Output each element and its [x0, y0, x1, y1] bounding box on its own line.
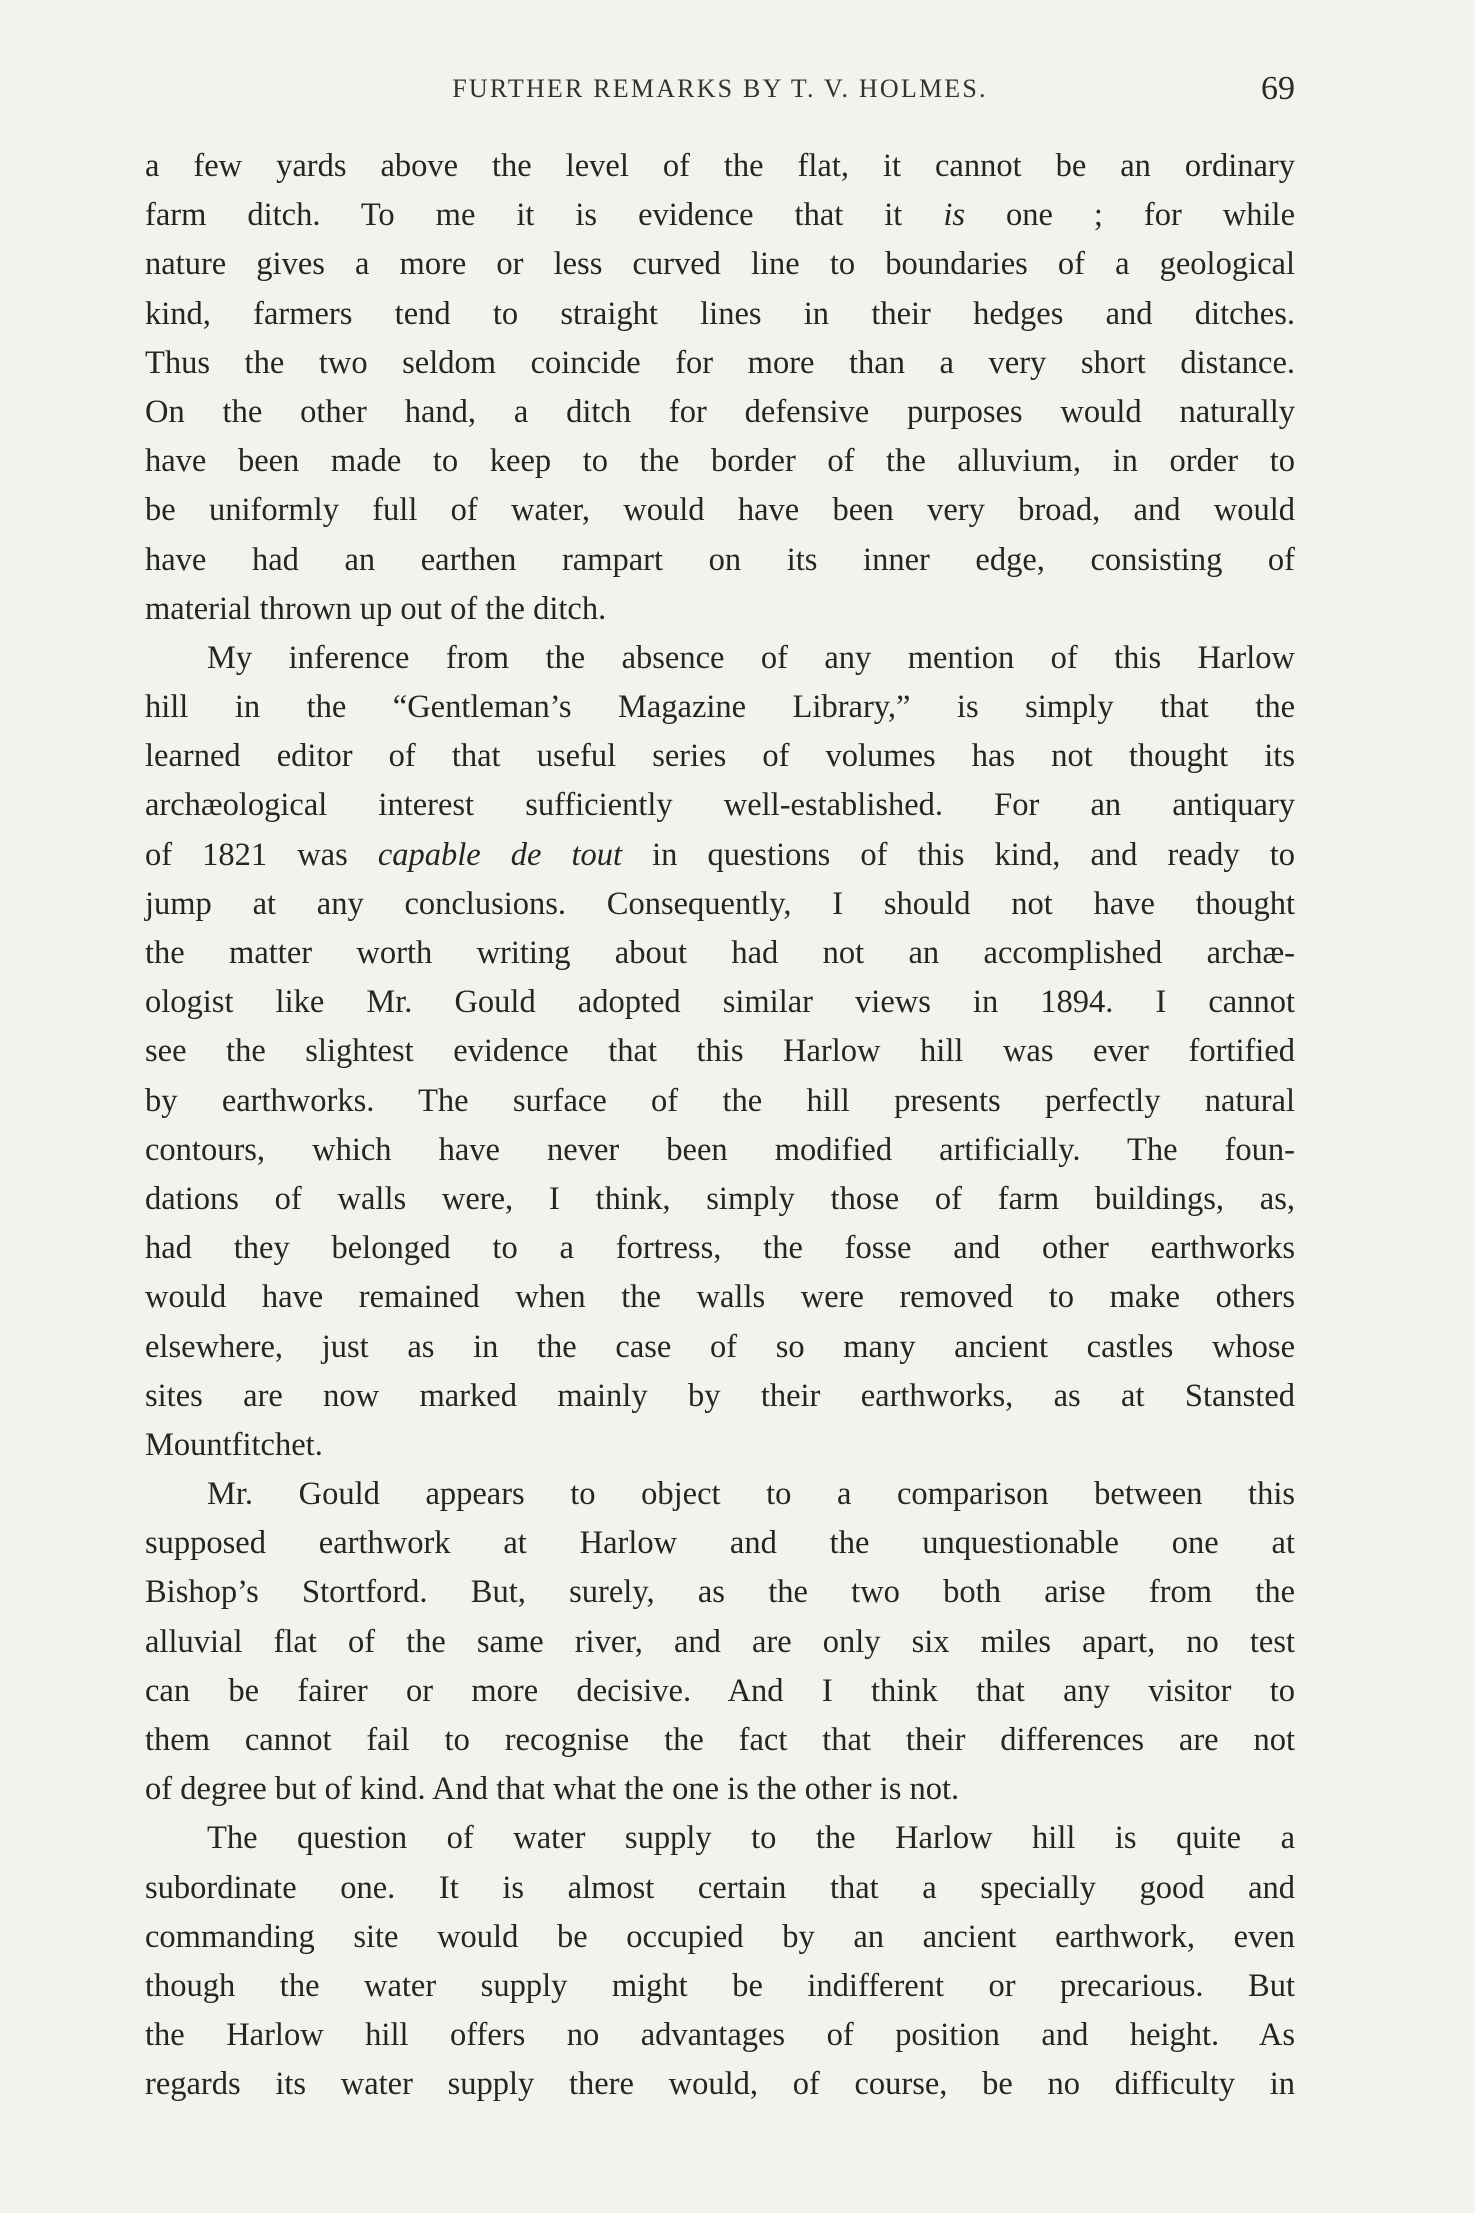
text-line: subordinate one. It is almost certain that a specially good and — [145, 1869, 1295, 1906]
text-line — [145, 191, 1295, 240]
text-line: contours, which have never been modified artificially. The foun- — [145, 1131, 1295, 1168]
text-line: a few yards above the level of the flat, it cannot be an ordinary — [145, 148, 1295, 184]
text-line: would have remained when the walls were removed to make others — [145, 1279, 1295, 1316]
text-line: hill in the “Gentleman’s Magazine Library,” is simply that the — [145, 689, 1295, 726]
text-line: by earthworks. The surface of the hill presents perfectly natural — [145, 1082, 1295, 1119]
text-line: have had an earthen rampart on its inner edge, consisting of — [145, 541, 1295, 578]
text-run: of 1821 was — [145, 836, 378, 873]
text-run: in questions of this kind, and ready to — [622, 836, 1295, 873]
page-number: 69 — [1261, 70, 1295, 107]
text-line: My inference from the absence of any mention of this Harlow — [207, 639, 1295, 676]
text-line: see the slightest evidence that this Harlow hill was ever fortified — [145, 1033, 1295, 1070]
running-title: FURTHER REMARKS BY T. V. HOLMES. — [452, 74, 988, 103]
text-line: sites are now marked mainly by their earthworks, as at Stansted — [145, 1377, 1295, 1414]
page-header — [145, 70, 1295, 116]
text-line: Bishop’s Stortford. But, surely, as the two both arise from the — [145, 1574, 1295, 1611]
text-line: be uniformly full of water, would have been very broad, and would — [145, 492, 1295, 529]
italic-text: capable de tout — [377, 836, 623, 873]
text-line: them cannot fail to recognise the fact that their differences are not — [145, 1722, 1295, 1758]
paragraph — [145, 634, 1295, 1470]
text-run: one ; for while — [965, 197, 1296, 234]
text-line: Thus the two seldom coincide for more than a very short distance. — [145, 344, 1295, 381]
italic-text: is — [943, 197, 965, 234]
text-line: can be fairer or more decisive. And I think that any visitor to — [145, 1672, 1295, 1709]
body-text — [145, 142, 1295, 2110]
text-line: Mr. Gould appears to object to a comparison between this — [207, 1476, 1295, 1513]
text-line: the Harlow hill offers no advantages of position and height. As — [145, 2017, 1295, 2054]
text-line: ologist like Mr. Gould adopted similar views in 1894. I cannot — [145, 984, 1295, 1021]
text-line: jump at any conclusions. Consequently, I should not have thought — [145, 885, 1295, 922]
text-line: alluvial flat of the same river, and are only six miles apart, no test — [145, 1623, 1295, 1660]
text-line: supposed earthwork at Harlow and the unquestionable one at — [145, 1525, 1295, 1562]
text-line: The question of water supply to the Harlow hill is quite a — [207, 1820, 1295, 1857]
text-line: nature gives a more or less curved line to boundaries of a geological — [145, 246, 1295, 283]
text-line: dations of walls were, I think, simply those of farm buildings, as, — [145, 1180, 1295, 1217]
text-line: Mountfitchet. — [145, 1426, 323, 1463]
text-line: though the water supply might be indifferent or precarious. But — [145, 1967, 1295, 2004]
text-line: elsewhere, just as in the case of so many ancient castles whose — [145, 1328, 1295, 1365]
paragraph — [145, 142, 1295, 634]
text-run: farm ditch. To me it is evidence that it — [145, 197, 944, 234]
paragraph — [145, 1470, 1295, 1814]
text-line: had they belonged to a fortress, the fosse and other earthworks — [145, 1230, 1295, 1267]
text-line: the matter worth writing about had not an accomplished archæ- — [145, 935, 1295, 971]
text-line: commanding site would be occupied by an ancient earthwork, even — [145, 1918, 1295, 1955]
text-line: learned editor of that useful series of volumes has not thought its — [145, 738, 1295, 775]
text-line: of degree but of kind. And that what the one is the other is not. — [145, 1771, 960, 1808]
text-line: material thrown up out of the ditch. — [145, 590, 607, 627]
text-line: On the other hand, a ditch for defensive purposes would naturally — [145, 393, 1295, 430]
paragraph — [145, 1814, 1295, 2109]
text-line: regards its water supply there would, of course, be no difficulty in — [145, 2066, 1295, 2103]
text-line: have been made to keep to the border of the alluvium, in order to — [145, 443, 1295, 480]
text-line — [145, 831, 1295, 880]
text-line: kind, farmers tend to straight lines in their hedges and ditches. — [145, 295, 1295, 332]
text-line: archæological interest sufficiently well-established. For an antiquary — [145, 787, 1295, 824]
